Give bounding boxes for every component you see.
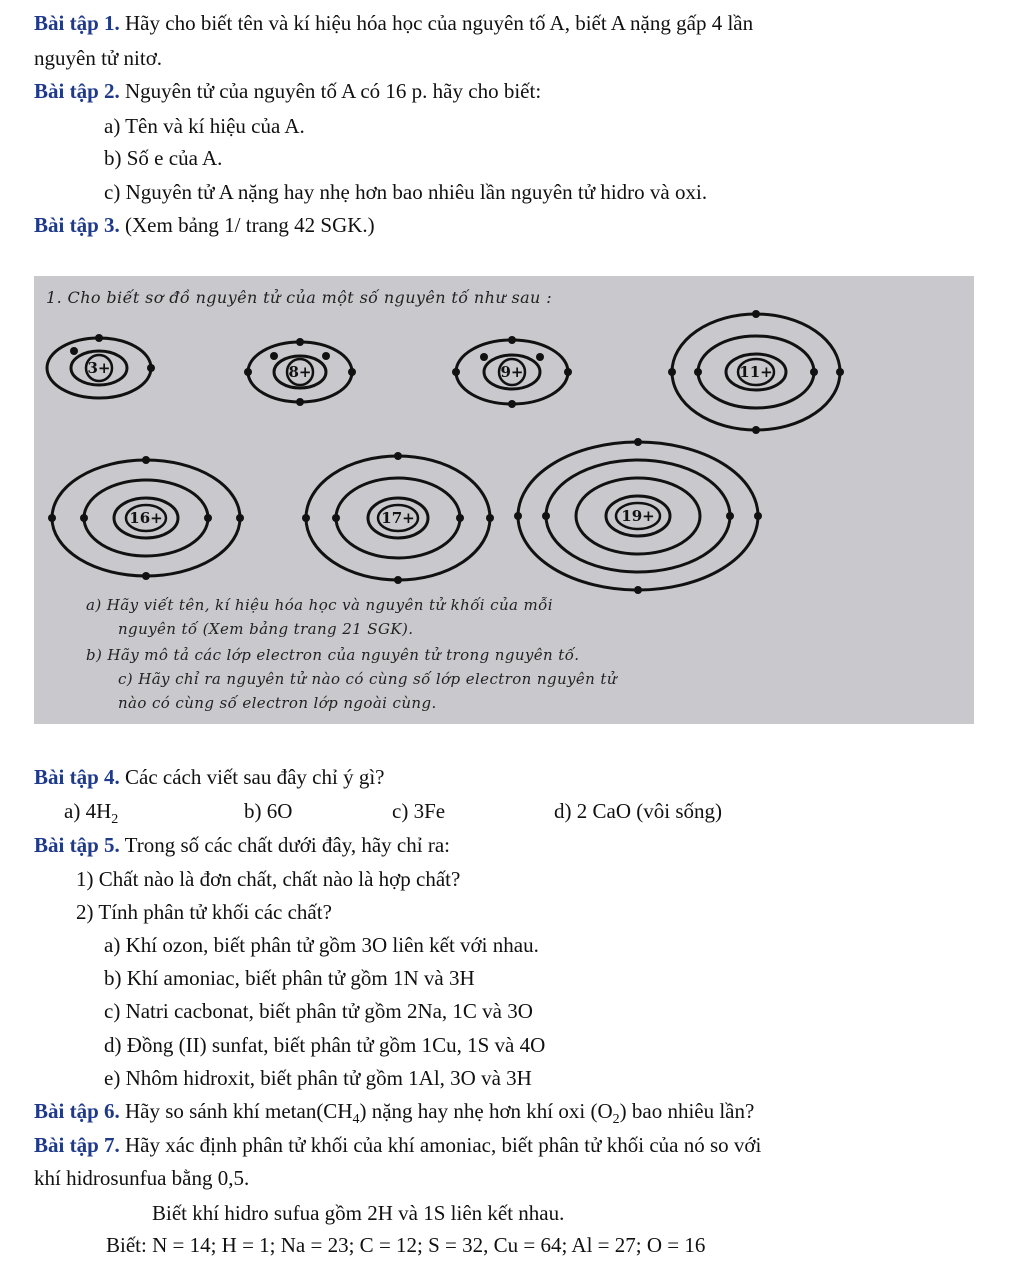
exercise-4-label: Bài tập 4. [34, 765, 120, 789]
exercise-5-item-e: e) Nhôm hidroxit, biết phân tử gồm 1Al, 3O và 3H [104, 1066, 532, 1090]
charge-label: 3+ [87, 359, 111, 377]
figure-question-a-line2: nguyên tố (Xem bảng trang 21 SGK). [118, 620, 414, 638]
exercise-5-label: Bài tập 5. [34, 833, 120, 857]
charge-label: 9+ [500, 363, 524, 381]
exercise-2-text: Nguyên tử của nguyên tố A có 16 p. hãy cho biết: [119, 79, 542, 103]
charge-label: 11+ [739, 363, 773, 381]
figure-question-b: b) Hãy mô tả các lớp electron của nguyên tử trong nguyên tố. [86, 646, 580, 664]
exercise-3-text: (Xem bảng 1/ trang 42 SGK.) [119, 213, 375, 237]
exercise-6-label: Bài tập 6. [34, 1099, 120, 1123]
charge-label: 8+ [288, 363, 312, 381]
figure-intro: 1. Cho biết sơ đồ nguyên tử của một số nguyên tố như sau : [46, 288, 553, 307]
exercise-5 [34, 832, 450, 858]
exercise-1 [34, 10, 753, 36]
exercise-3 [34, 212, 375, 238]
exercise-5-question-2: 2) Tính phân tử khối các chất? [76, 900, 332, 924]
exercise-7-continuation: khí hidrosunfua bằng 0,5. [34, 1166, 250, 1190]
figure-question-a-line1: a) Hãy viết tên, kí hiệu hóa học và nguyên tử khối của mỗi [86, 596, 553, 614]
charge-label: 17+ [381, 509, 415, 527]
exercise-4-text: Các cách viết sau đây chỉ ý gì? [119, 765, 385, 789]
exercise-7-label: Bài tập 7. [34, 1133, 120, 1157]
exercise-4-option-b: b) 6O [244, 799, 293, 823]
atom-diagram-photo [34, 276, 974, 724]
exercise-5-item-d: d) Đồng (II) sunfat, biết phân tử gồm 1Cu, 1S và 4O [104, 1033, 546, 1057]
exercise-2 [34, 78, 541, 104]
exercise-7 [34, 1132, 761, 1158]
exercise-7-text: Hãy xác định phân tử khối của khí amoniac, biết phân tử khối của nó so với [119, 1133, 762, 1157]
exercise-4-option-d: d) 2 CaO (vôi sống) [554, 799, 722, 823]
charge-label: 19+ [621, 507, 655, 525]
exercise-1-continuation: nguyên tử nitơ. [34, 46, 163, 70]
exercise-2-item-a: a) Tên và kí hiệu của A. [104, 114, 305, 138]
exercise-7-note: Biết khí hidro sufua gồm 2H và 1S liên kết nhau. [152, 1201, 565, 1225]
exercise-4 [34, 764, 385, 790]
figure-question-c-line1: c) Hãy chỉ ra nguyên tử nào có cùng số lớp electron nguyên tử [118, 670, 617, 688]
exercise-2-label: Bài tập 2. [34, 79, 120, 103]
exercise-5-item-a: a) Khí ozon, biết phân tử gồm 3O liên kết với nhau. [104, 933, 539, 957]
exercise-5-item-c: c) Natri cacbonat, biết phân tử gồm 2Na, 1C và 3O [104, 999, 533, 1023]
exercise-4-option-c: c) 3Fe [392, 799, 446, 823]
exercise-1-text: Hãy cho biết tên và kí hiệu hóa học của nguyên tố A, biết A nặng gấp 4 lần [119, 11, 754, 35]
exercise-2-item-c: c) Nguyên tử A nặng hay nhẹ hơn bao nhiêu lần nguyên tử hidro và oxi. [104, 180, 708, 204]
exercise-3-label: Bài tập 3. [34, 213, 120, 237]
exercise-6: Bài tập 6. Hãy so sánh khí $metan(CH_4)$ nặng hay nhẹ hơn khí oxi $(O_2)$ bao nhiêu lần? [34, 1099, 755, 1128]
exercise-2-item-b: b) Số e của A. [104, 146, 223, 170]
figure-question-c-line2: nào có cùng số electron lớp ngoài cùng. [118, 694, 437, 712]
charge-label: 16+ [129, 509, 163, 527]
exercise-1-label: Bài tập 1. [34, 11, 120, 35]
exercise-5-question-1: 1) Chất nào là đơn chất, chất nào là hợp chất? [76, 867, 461, 891]
given-atomic-masses: Biết: N = 14; H = 1; Na = 23; C = 12; S = 32, Cu = 64; Al = 27; O = 16 [106, 1233, 706, 1257]
exercise-5-item-b: b) Khí amoniac, biết phân tử gồm 1N và 3H [104, 966, 475, 990]
exercise-4-option-a: a) $4H_2$ [64, 799, 119, 828]
exercise-5-text: Trong số các chất dưới đây, hãy chỉ ra: [119, 833, 450, 857]
